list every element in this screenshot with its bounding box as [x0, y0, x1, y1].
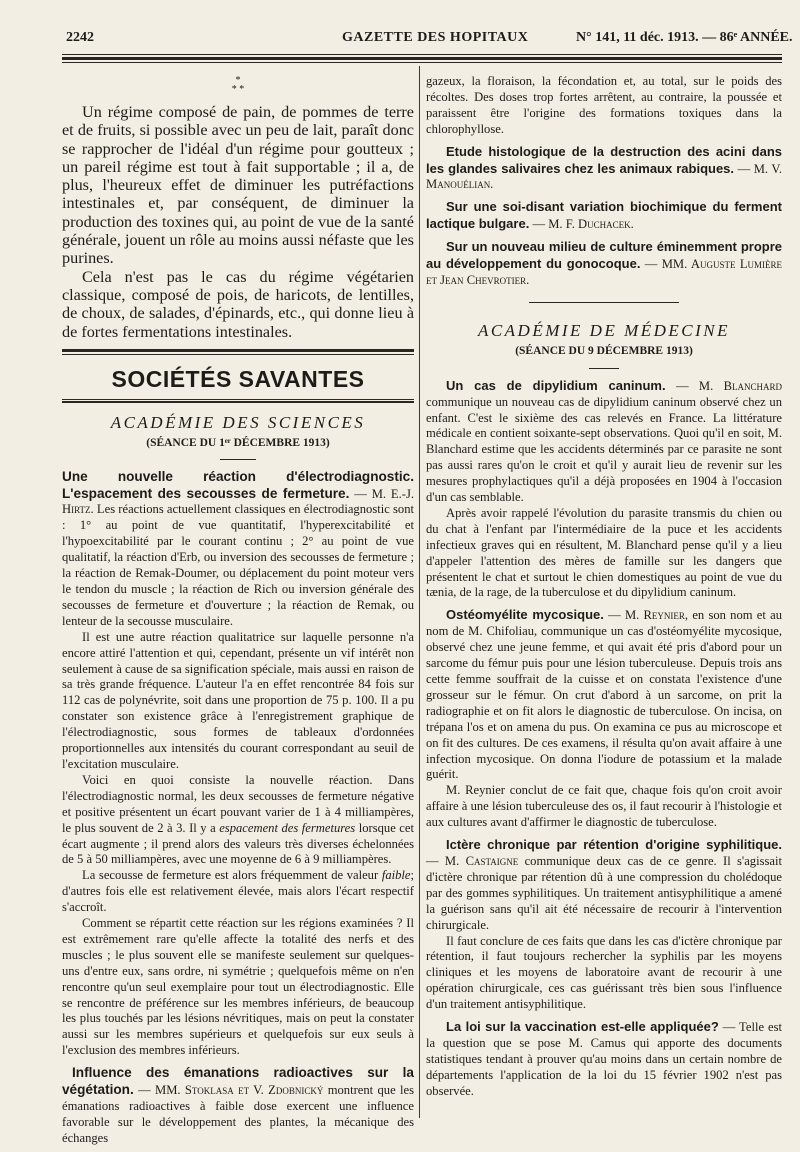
article-title: Un cas de dipylidium caninum. — [446, 377, 666, 393]
column-divider — [419, 66, 420, 1118]
header-rule-thick — [62, 57, 782, 60]
article-author: — MM. Auguste Lumière et Jean Chevrotier. — [426, 257, 783, 287]
article-paragraph: Les réactions actuellement classiques en électrodiagnostic sont : 1° au point de vue quantitatif, l'hyperexcitabilité et l'hypoexcitabilité par le courant continu ; 2° au point de vue qualitatif, la réaction d'Erb, ou inversion des secousses de fermeture ; la réaction de Remak-Doumer, ou déplacement du point moteur vers le tendon du muscle ; la réaction de Rich ou inversion générale des secousses de fermeture et d'ouverture ; la réaction de Remak, ou lenteur de la secousse musculaire. — [62, 502, 414, 628]
section-title: SOCIÉTÉS SAVANTES — [111, 365, 365, 392]
article-histology — [426, 144, 782, 194]
article-title: Sur une soi-disant variation biochimique du ferment lactique bulgare. — [426, 199, 782, 232]
article-author: — M. F. Duchacek. — [532, 217, 634, 232]
article-author: — M. V. Manouélian. — [426, 161, 782, 192]
journal-title: GAZETTE DES HOPITAUX — [342, 30, 529, 45]
article-radioactive-head — [62, 1065, 414, 1147]
article-title: Une nouvelle réaction d'électrodiagnostic. L'espacement des secousses de fermeture. — [62, 468, 414, 501]
article-dipylidium — [426, 378, 782, 506]
article-paragraph: montrent que les émanations radioactives à faible dose exercent une influence favorable sur le développement des plantes, la mécanique des échanges — [62, 1083, 414, 1145]
intro-paragraph-1: Un régime composé de pain, de pommes de terre et de fruits, si possible avec un peu de lait, paraît donc se rapprocher de l'idéal d'un régime pour goutteux ; un pareil régime est tout à fait supportable ; il a, de plus, l'heureux effet de diminuer les putréfactions intestinales et, par conséquent, de diminuer la production des toxines qui, au point de vue de la santé générale, jouent un rôle au moins aussi néfaste que les purines. — [62, 103, 414, 268]
header-rule-thin-2 — [62, 62, 782, 63]
article-bulgare — [426, 199, 782, 233]
text-run: lorsque cet écart augmente ; il prend alors des valeurs très diverses échelonnées de 5 à 50 milliampères, avec une moyenne de 6 à 9 milliampères. — [62, 820, 414, 867]
article-vaccination — [426, 1019, 782, 1100]
section-rule-top-thin — [62, 354, 414, 355]
article-title: Influence des émanations radioactives sur la végétation. — [62, 1065, 414, 1098]
article-paragraph: Il faut conclure de ces faits que dans les cas d'ictère chronique par rétention, il faut toujours rechercher la syphilis par les moyens cliniques et les moyens de laboratoire avant de recourir à une opération chirurgicale, ces cas guérissant très bien sous l'influence d'un traitement antisyphilitique. — [426, 933, 782, 1012]
article-gonocoque — [426, 239, 782, 289]
asterism-bottom: * * — [231, 84, 245, 95]
academy-title: ACADÉMIE DE MÉDECINE — [477, 320, 731, 340]
article-author: — Telle est — [722, 1020, 782, 1035]
section-rule-bottom-thick — [62, 401, 414, 403]
session-date: (SÉANCE DU 9 DÉCEMBRE 1913) — [515, 344, 693, 357]
ornamental-rule — [426, 297, 782, 309]
asterism-top: * — [235, 75, 241, 86]
emphasis: espacement des fermetures — [219, 820, 356, 835]
article-title: Ostéomyélite mycosique. — [446, 607, 604, 623]
academy-title: ACADÉMIE DES SCIENCES — [110, 412, 366, 432]
article-ictere — [426, 837, 782, 933]
text-run: ; d'autres fois elle est relativement élevée, mais alors l'écart respectif s'accroît. — [62, 868, 415, 915]
article-paragraph: en son nom et au nom de M. Chifoliau, communique un cas d'ostéomyélite mycosique, observé chez une jeune femme, et qui avait été pris d'abord pour un sarcome du fémur puis pour une lésion tuberculeuse. Depuis trois ans cette femme souffrait de la cuisse et on constata l'existence d'une grosseur sur le fémur. On crut d'abord à un sarcome, on prit la radiographie et on fit alors le diagnostic de tuberculose. On incisa, on trépana l'os et on amena du pus. On examina ce pus au microscope et on fit des cultures. De ces examens, il résulta qu'on avait affaire à une infection mycosique. On donna l'iodure de potassium et la malade guérit. — [426, 608, 783, 782]
article-paragraph: Comment se répartit cette réaction sur les régions examinées ? Il est extrêmement rare qu'elle affecte la totalité des nerfs et des muscles ; le plus souvent elle se manifeste seulement sur quelques-uns d'entre eux, sans ordre, ni symétrie ; quelquefois même on n'en rencontre qu'un seul exemplaire pour tout un électrodiagnostic. Elle se rencontre de préférence sur les membres inférieurs, de beaucoup les plus touchés par les lésions névritiques, mais on peut la constater aussi sur les membres supérieurs et quelquefois sur eux seuls à l'exclusion des membres inférieurs. — [62, 916, 414, 1058]
article-title: Sur un nouveau milieu de culture éminemment propre au développement du gonocoque. — [426, 239, 782, 272]
article-paragraph: la question que se pose M. Camus qui apporte des documents statistiques tendant à prouver qu'au moins dans un certain nombre de départements l'application de la loi du 15 février 1902 n'est pas observée. — [426, 1035, 782, 1098]
article-electrodiagnostic-head — [62, 469, 414, 630]
article-author: — MM. Stoklasa et V. Zdobnický — [138, 1083, 324, 1098]
article-paragraph: gazeux, la floraison, la fécondation et, au total, sur le poids des récoltes. Des doses trop fortes arrêtent, au contraire, la poussée et paraissent être l'origine des formations toxiques dans la chlorophyllose. — [426, 74, 782, 136]
article-osteomyelite — [426, 607, 782, 783]
article-title: Ictère chronique par rétention d'origine syphilitique. — [446, 837, 782, 853]
text-run: Voici en quoi consiste la nouvelle réaction. Dans l'électrodiagnostic normal, les deux secousses de fermeture négative et positive présentent un écart pouvant varier de 1 à 4 milliampères, le plus souvent de 2 à 3. Il y a — [62, 772, 414, 835]
article-paragraph: Il est une autre réaction qualitatrice sur laquelle personne n'a encore attiré l'attention et qui, cependant, présente un vif intérêt non seulement à cause de sa signification spéciale, mais aussi en raison de sa très grande fréquence. L'auteur l'a en effet rencontrée 84 fois sur 112 cas de polynévrite, soit dans une proportion de 75 p. 100. Il a pu constater son existence grâce à l'enregistrement graphique de l'électrodiagnostic, sous formes de tableaux d'ordonnées proportionnelles aux intensités du courant correspondant au seuil de l'excitation musculaire. — [62, 629, 414, 771]
article-paragraph: communique deux cas de ce genre. Il s'agissait d'ictère chronique par rétention dû à une compression du cholédoque par des gommes syphilitiques. Un traitement antisyphilitique a amené la guérison sans qu'il ait été nécessaire de recourir à l'intervention chirurgicale. — [426, 853, 782, 932]
article-author: — M. Blanchard — [675, 378, 783, 393]
page-number: 2242 — [66, 30, 94, 45]
article-paragraph — [62, 773, 414, 868]
article-author: — M. Reynier, — [608, 608, 689, 623]
right-column — [426, 74, 782, 1100]
header-rule-thin — [62, 54, 782, 55]
article-title: Etude histologique de la destruction des acini dans les glandes salivaires chez les animaux rabiques. — [426, 143, 782, 176]
article-paragraph — [62, 868, 414, 916]
article-paragraph: Après avoir rappelé l'évolution du parasite transmis du chien ou du chat à l'enfant par l'intermédiaire de la puce et les accidents infectieux graves qui en résultent, M. Blanchard pense qu'il y a lieu d'appeler l'attention des mères de famille sur les dangers que présentent le chat et surtout le chien domestiques au point de vue du tænia, de la rage, de la tuberculose et du dipylidium caninum. — [426, 505, 782, 600]
session-date: (SÉANCE DU 1ᵉʳ DÉCEMBRE 1913) — [146, 436, 330, 449]
article-title: La loi sur la vaccination est-elle appliquée? — [446, 1019, 719, 1035]
article-paragraph: communique un nouveau cas de dipylidium caninum observé chez un enfant. C'est le sixième des cas relevés en France. La littérature médicale en contient soixante-sept observations. Quoi qu'il en soit, M. Blanchard estime que les accidents déterminés par ce parasite ne sont pas aussi rares qu'on le croit et qu'il y aurait lieu de revenir sur les mesures prophylactiques qu'il a déjà proposées en 1904 à l'occasion d'un cas semblable. — [426, 394, 782, 505]
intro-paragraph-2: Cela n'est pas le cas du régime végétarien classique, composé de pois, de haricots, de lentilles, de choux, de salades, d'épinards, etc., qui donne lieu à de fortes fermentations intestinales. — [62, 267, 414, 341]
left-column — [62, 68, 414, 1147]
issue-info: N° 141, 11 déc. 1913. — 86ᵉ ANNÉE. — [576, 30, 793, 45]
running-header — [0, 30, 800, 50]
short-rule — [220, 459, 256, 460]
article-paragraph: M. Reynier conclut de ce fait que, chaque fois qu'on croit avoir affaire à une lésion tuberculeuse des os, il faut recourir à l'histologie et aux cultures avant d'affirmer le diagnostic de tuberculose. — [426, 783, 782, 830]
article-author: — M. E.-J. Hirtz. — [62, 486, 414, 517]
short-rule — [589, 368, 619, 369]
article-author: — M. Castaigne — [426, 853, 519, 868]
text-run: La secousse de fermeture est alors fréquemment de valeur — [82, 868, 379, 883]
section-rule-bottom — [62, 399, 414, 400]
section-rule-top — [62, 349, 414, 352]
emphasis: faible — [381, 868, 411, 883]
